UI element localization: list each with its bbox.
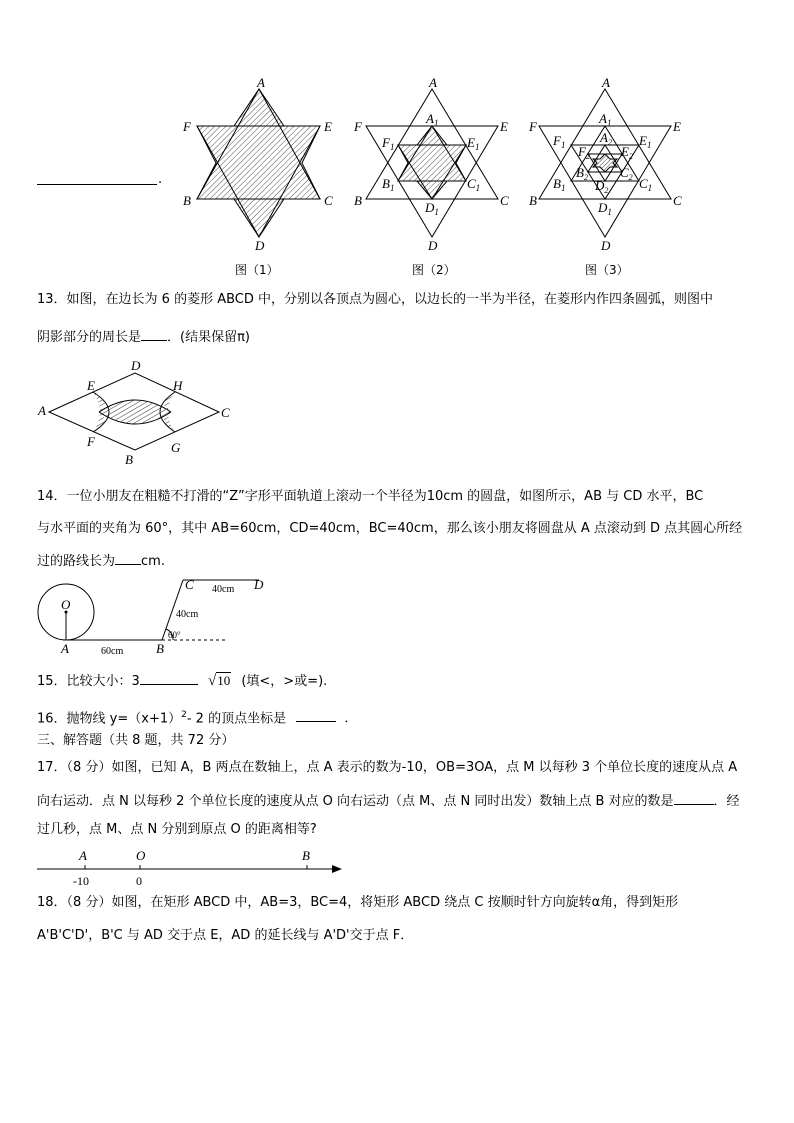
svg-text:A: A [429,75,437,90]
svg-text:B1: $B_1$ [553,176,566,193]
label-B: B [156,641,164,656]
svg-text:C2: $C_2$ [620,165,633,182]
label-D: D [254,577,264,592]
svg-text:B1: $B_1$ [382,176,395,193]
label-F: F [87,434,95,449]
q12-period: . [158,172,163,187]
hexagram-shape [197,89,320,237]
label-B: B [125,452,133,467]
section-3-heading: 三、解答题（共 8 题，共 72 分） [37,733,235,748]
q14-line1: 14．一位小朋友在粗糙不打滑的“Z”字形平面轨道上滚动一个半径为10cm 的圆盘，如图所示，AB 与 CD 水平，BC [37,489,704,504]
label-A: A [257,75,265,90]
label-C: C [221,405,230,420]
svg-text:D: D [601,238,611,253]
label-angle: 60° [168,630,181,640]
q16-exponent: 2 [181,710,187,720]
inner-hexagram [398,126,466,199]
q15-hint: (填<，>或=). [241,674,328,689]
sqrt-10: √10 [207,673,231,689]
svg-text:C: C [500,193,509,208]
label-H: H [173,378,183,393]
axis-value-a: -10 [73,874,89,888]
svg-text:B: B [354,193,362,208]
q12-figure-2 [350,75,520,280]
axis-label-B: B [302,848,310,863]
svg-text:C1: $C_1$ [467,176,481,193]
axis-label-O: O [136,848,146,863]
q17-line2-suffix: ．经 [713,794,740,809]
q15-radicand: 10 [217,673,231,688]
svg-text:A2: $A_2$ [600,130,612,147]
label-B: B [183,193,191,208]
label-E: E [324,119,332,134]
q16-answer-blank[interactable] [296,707,336,722]
q14-line3 [37,550,165,572]
svg-text:C1: $C_1$ [639,176,653,193]
q13-line2 [37,326,250,348]
svg-text:F1: $F_1$ [382,135,395,152]
label-A: A [38,403,46,418]
svg-text:A1: $A_1$ [426,111,439,128]
label-D: D [255,238,265,253]
q13-line2-suffix: ．(结果保留π) [167,330,250,345]
svg-text:D2: $D_2$ [595,178,609,195]
svg-text:F: F [354,119,362,134]
q14-answer-blank[interactable] [115,550,141,565]
label-O: O [61,597,71,612]
svg-text:F2: $F_2$ [578,144,590,161]
q17-answer-blank[interactable] [674,790,714,805]
svg-text:C: C [673,193,682,208]
svg-text:A: A [602,75,610,90]
innermost-hexagram [593,154,617,172]
q16-line [37,705,357,729]
q18-line1: 18．（8 分）如图，在矩形 ABCD 中，AB=3，BC=4，将矩形 ABCD 绕点 C 按顺时针方向旋转α角，得到矩形 [37,895,679,910]
label-A: A [61,641,69,656]
label-D: D [131,360,141,373]
svg-text:E1: $E_1$ [467,135,480,152]
q17-line3: 过几秒，点 M、点 N 分别到原点 O 的距离相等? [37,822,317,837]
svg-text:A1: $A_1$ [599,111,612,128]
q13-figure-rhombus [35,360,235,470]
q17-number-line [35,843,345,888]
q18-line2: A'B'C'D'，B'C 与 AD 交于点 E，AD 的延长线与 A'D'交于点 F． [37,928,414,943]
q12-figure-3 [525,75,695,280]
q16-period: ． [344,711,358,727]
q13-line1: 13．如图，在边长为 6 的菱形 ABCD 中，分别以各顶点为圆心，以边长的一半为半径，在菱形内作四条圆弧，则图中 [37,292,714,307]
svg-text:E1: $E_1$ [639,133,652,150]
svg-text:B2: $B_2$ [576,165,588,182]
q15-answer-blank[interactable] [140,670,198,685]
q14-line3-text: 过的路线长为 [37,554,116,569]
q16-text: 16．抛物线 y=（x+1） [37,711,182,727]
svg-text:D1: $D_1$ [425,200,439,217]
label-E: E [87,378,95,393]
q12-figure-1 [175,75,345,280]
svg-text:D1: $D_1$ [598,200,612,217]
svg-text:D: D [428,238,438,253]
label-C: C [185,577,194,592]
svg-text:F1: $F_1$ [553,133,566,150]
q17-line2 [37,790,740,812]
q15-line [37,670,327,692]
caption-fig2: 图（2） [412,263,456,277]
svg-text:E: E [673,119,681,134]
svg-text:E2: $E_2$ [621,144,633,161]
q16-text-2: - 2 的顶点坐标是 [186,711,287,727]
label-cd-length: 40cm [212,584,235,595]
q15-text: 15．比较大小：3 [37,674,140,689]
svg-text:E: E [500,119,508,134]
caption-fig3: 图（3） [585,263,629,277]
axis-label-A: A [79,848,87,863]
q14-figure-track [35,575,275,660]
svg-text:B: B [529,193,537,208]
label-G: G [171,440,181,455]
q17-line1: 17．（8 分）如图，已知 A，B 两点在数轴上，点 A 表示的数为-10，OB=3OA，点 M 以每秒 3 个单位长度的速度从点 A [37,760,738,775]
q13-line2-text: 阴影部分的周长是 [37,330,142,345]
axis-value-o: 0 [136,874,142,888]
q12-answer-blank[interactable] [37,168,157,185]
label-C: C [324,193,333,208]
caption-fig1: 图（1） [235,263,279,277]
label-ab-length: 60cm [101,646,124,657]
svg-text:F: F [529,119,537,134]
label-F: F [183,119,191,134]
q17-line2-text: 向右运动．点 N 以每秒 2 个单位长度的速度从点 O 向右运动（点 M、点 N 同时出发）数轴上点 B 对应的数是 [37,794,674,809]
q14-line2: 与水平面的夹角为 60°，其中 AB=60cm，CD=40cm，BC=40cm，那么该小朋友将圆盘从 A 点滚动到 D 点其圆心所经 [37,521,743,536]
q13-answer-blank[interactable] [141,326,167,341]
q14-line3-unit: cm. [141,554,165,569]
label-bc-length: 40cm [176,609,199,620]
